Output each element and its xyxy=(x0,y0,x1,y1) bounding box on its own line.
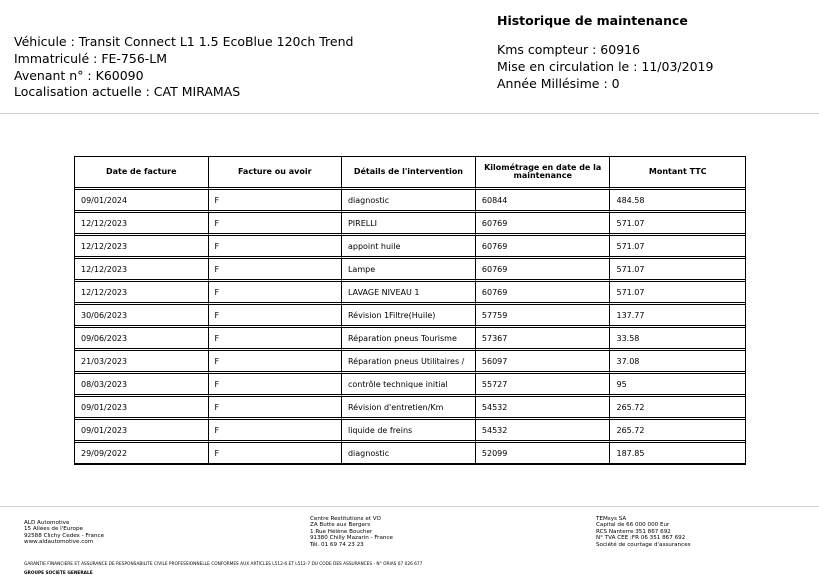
cell-amount: 571.07 xyxy=(610,236,745,259)
cell-date: 29/09/2022 xyxy=(75,443,209,464)
cell-mileage: 54532 xyxy=(476,397,611,420)
footer-company-address xyxy=(24,520,104,546)
footer-line: 15 Allées de l'Europe xyxy=(24,526,83,533)
footer-line: www.aldautomotive.com xyxy=(24,539,94,546)
footer-line: RCS Nanterre 351 867 692 xyxy=(596,528,671,535)
footer-line: ZA Butte aux Bergers xyxy=(310,522,371,529)
cell-type: F xyxy=(209,397,342,420)
footer-line: 1 Rue Hélène Boucher xyxy=(310,528,373,535)
cell-details: Réparation pneus Tourisme xyxy=(342,328,476,351)
vehicle-model: Véhicule : Transit Connect L1 1.5 EcoBlue 120ch Trend xyxy=(14,34,354,49)
table-row xyxy=(75,305,745,328)
cell-details: diagnostic xyxy=(342,443,476,464)
cell-details: Révision 1Filtre(Huile) xyxy=(342,305,476,328)
cell-type: F xyxy=(209,351,342,374)
cell-amount: 137.77 xyxy=(610,305,745,328)
cell-type: F xyxy=(209,374,342,397)
cell-mileage: 60844 xyxy=(476,190,611,213)
cell-details: LAVAGE NIVEAU 1 xyxy=(342,282,476,305)
cell-type: F xyxy=(209,213,342,236)
group-name: GROUPE SOCIETE GENERALE xyxy=(24,571,93,576)
cell-mileage: 52099 xyxy=(476,443,611,464)
header-mileage: Kilométrage en date de la maintenance xyxy=(476,157,611,190)
cell-amount: 484.58 xyxy=(610,190,745,213)
header-invoice-type: Facture ou avoir xyxy=(209,157,342,190)
cell-type: F xyxy=(209,236,342,259)
footer-legal-entity xyxy=(596,516,691,548)
footer-divider xyxy=(0,506,819,507)
cell-mileage: 55727 xyxy=(476,374,611,397)
cell-date: 09/01/2023 xyxy=(75,397,209,420)
table-row xyxy=(75,236,745,259)
cell-type: F xyxy=(209,190,342,213)
cell-amount: 95 xyxy=(610,374,745,397)
table-row xyxy=(75,282,745,305)
cell-date: 08/03/2023 xyxy=(75,374,209,397)
header-divider xyxy=(0,113,819,114)
cell-type: F xyxy=(209,443,342,464)
cell-details: Réparation pneus Utilitaires / xyxy=(342,351,476,374)
cell-date: 09/06/2023 xyxy=(75,328,209,351)
cell-type: F xyxy=(209,259,342,282)
maintenance-summary xyxy=(497,13,713,92)
cell-details: diagnostic xyxy=(342,190,476,213)
cell-details: contrôle technique initial xyxy=(342,374,476,397)
cell-amount: 265.72 xyxy=(610,420,745,443)
cell-amount: 571.07 xyxy=(610,282,745,305)
table-header-row xyxy=(75,157,745,190)
vehicle-amendment: Avenant n° : K60090 xyxy=(14,67,144,83)
cell-amount: 37.08 xyxy=(610,351,745,374)
header-amount: Montant TTC xyxy=(610,157,745,190)
table-row xyxy=(75,328,745,351)
table-row xyxy=(75,259,745,282)
maintenance-table xyxy=(74,156,746,465)
cell-amount: 265.72 xyxy=(610,397,745,420)
footer-line: Centre Restitutions et VO xyxy=(310,516,381,522)
cell-mileage: 57759 xyxy=(476,305,611,328)
cell-mileage: 54532 xyxy=(476,420,611,443)
cell-date: 12/12/2023 xyxy=(75,282,209,305)
cell-date: 21/03/2023 xyxy=(75,351,209,374)
vehicle-location: Localisation actuelle : CAT MIRAMAS xyxy=(14,84,241,100)
table-row xyxy=(75,351,745,374)
cell-details: PIRELLI xyxy=(342,213,476,236)
header-invoice-date: Date de facture xyxy=(75,157,209,190)
footer-line: ALD Automotive xyxy=(24,520,70,526)
footer-line: Société de courtage d'assurances xyxy=(596,541,691,548)
footer-line: 92588 Clichy Cedex - France xyxy=(24,532,105,539)
cell-amount: 571.07 xyxy=(610,213,745,236)
vehicle-registration: Immatriculé : FE-756-LM xyxy=(14,50,168,66)
cell-type: F xyxy=(209,282,342,305)
footer-line: TEMsys SA xyxy=(596,516,627,522)
page-title: Historique de maintenance xyxy=(497,13,688,28)
cell-type: F xyxy=(209,328,342,351)
cell-type: F xyxy=(209,305,342,328)
cell-date: 12/12/2023 xyxy=(75,213,209,236)
cell-details: liquide de freins xyxy=(342,420,476,443)
table-row xyxy=(75,374,745,397)
table-row xyxy=(75,190,745,213)
table-row xyxy=(75,443,745,464)
table-row xyxy=(75,420,745,443)
footer-return-center xyxy=(310,516,393,548)
odometer-reading: Kms compteur : 60916 xyxy=(497,42,641,57)
cell-type: F xyxy=(209,420,342,443)
cell-amount: 33.58 xyxy=(610,328,745,351)
cell-date: 12/12/2023 xyxy=(75,259,209,282)
cell-mileage: 60769 xyxy=(476,259,611,282)
cell-mileage: 57367 xyxy=(476,328,611,351)
registration-date: Mise en circulation le : 11/03/2019 xyxy=(497,58,714,74)
footer-line: 91380 Chilly Mazarin - France xyxy=(310,535,393,542)
footer-line: Tél. 01 69 74 23 23 xyxy=(310,541,364,548)
table-row xyxy=(75,397,745,420)
cell-date: 12/12/2023 xyxy=(75,236,209,259)
cell-mileage: 60769 xyxy=(476,282,611,305)
cell-details: appoint huile xyxy=(342,236,476,259)
cell-mileage: 60769 xyxy=(476,213,611,236)
cell-date: 30/06/2023 xyxy=(75,305,209,328)
footer-line: N° TVA CEE :FR 06 351 867 692 xyxy=(596,535,686,542)
footer-line: Capital de 66 000 000 Eur xyxy=(596,522,670,529)
cell-amount: 571.07 xyxy=(610,259,745,282)
table-row xyxy=(75,213,745,236)
cell-mileage: 56097 xyxy=(476,351,611,374)
cell-details: Lampe xyxy=(342,259,476,282)
cell-details: Révision d'entretien/Km xyxy=(342,397,476,420)
cell-date: 09/01/2023 xyxy=(75,420,209,443)
cell-mileage: 60769 xyxy=(476,236,611,259)
model-year: Année Millésime : 0 xyxy=(497,75,620,91)
cell-amount: 187.85 xyxy=(610,443,745,464)
cell-date: 09/01/2024 xyxy=(75,190,209,213)
vehicle-info xyxy=(14,34,353,101)
header-intervention-details: Détails de l'intervention xyxy=(342,157,476,190)
legal-notice: GARANTIE FINANCIERE ET ASSURANCE DE RESPONSABILITE CIVILE PROFESSIONNELLE CONFORMES AUX ARTICLES L512-6 ET L512-7 DU CODE DES ASSURANCES - N° ORIAS 07 026 677 xyxy=(24,562,423,567)
